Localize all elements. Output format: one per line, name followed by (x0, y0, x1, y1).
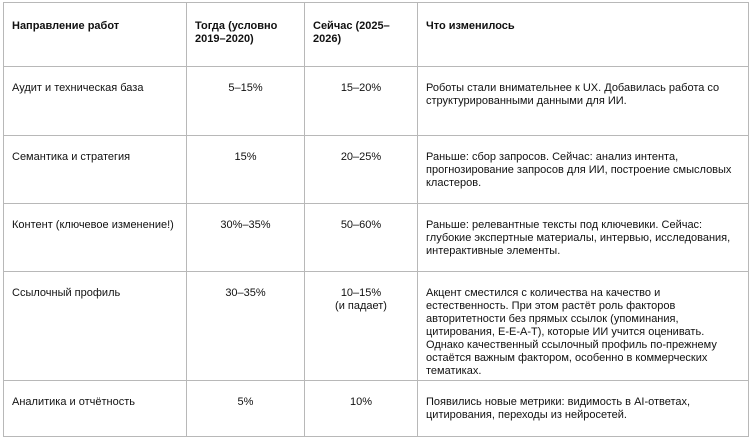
cell-now (305, 381, 418, 437)
cell-change: Раньше: сбор запросов. Сейчас: анализ интента, прогнозирование запросов для ИИ, построение смысловых кластеров. (418, 136, 749, 204)
now-value: 50–60% (340, 219, 382, 231)
cell-then: 5–15% (187, 67, 305, 136)
cell-now (305, 204, 418, 272)
cell-now (305, 136, 418, 204)
table-row (4, 136, 749, 204)
table-row (4, 67, 749, 136)
now-value: 10–15% (340, 287, 382, 299)
table-row (4, 381, 749, 437)
header-then: Тогда (условно 2019–2020) (187, 3, 305, 67)
cell-change: Появились новые метрики: видимость в AI-ответах, цитирования, переходы из нейросетей. (418, 381, 749, 437)
comparison-table (3, 2, 749, 437)
cell-direction: Семантика и стратегия (4, 136, 187, 204)
cell-then: 30–35% (187, 272, 305, 381)
cell-change: Раньше: релевантные тексты под ключевики. Сейчас: глубокие экспертные материалы, интервью, исследования, интерактивные элементы. (418, 204, 749, 272)
cell-change: Роботы стали внимательнее к UX. Добавилась работа со структурированными данными для ИИ. (418, 67, 749, 136)
table-row (4, 272, 749, 381)
cell-direction: Контент (ключевое изменение!) (4, 204, 187, 272)
cell-direction: Ссылочный профиль (4, 272, 187, 381)
cell-now (305, 272, 418, 381)
now-note: (и падает) (335, 300, 387, 312)
table-header-row (4, 3, 749, 67)
now-value: 15–20% (340, 82, 382, 94)
cell-then: 5% (187, 381, 305, 437)
cell-then: 30%–35% (187, 204, 305, 272)
cell-direction: Аналитика и отчётность (4, 381, 187, 437)
cell-direction: Аудит и техническая база (4, 67, 187, 136)
now-value: 10% (349, 396, 373, 408)
cell-then: 15% (187, 136, 305, 204)
header-direction: Направление работ (4, 3, 187, 67)
cell-now (305, 67, 418, 136)
cell-change: Акцент сместился с количества на качество и естественность. При этом растёт роль факторов авторитетности без прямых ссылок (упоминания, цитирования, E-E-A-T), которые ИИ учится оценивать. Однако качественный ссылочный профиль по-прежнему остаётся важным фактором, особенно в коммерческих тематиках. (418, 272, 749, 381)
now-value: 20–25% (340, 151, 382, 163)
header-now: Сейчас (2025–2026) (305, 3, 418, 67)
table-row (4, 204, 749, 272)
header-change: Что изменилось (418, 3, 749, 67)
